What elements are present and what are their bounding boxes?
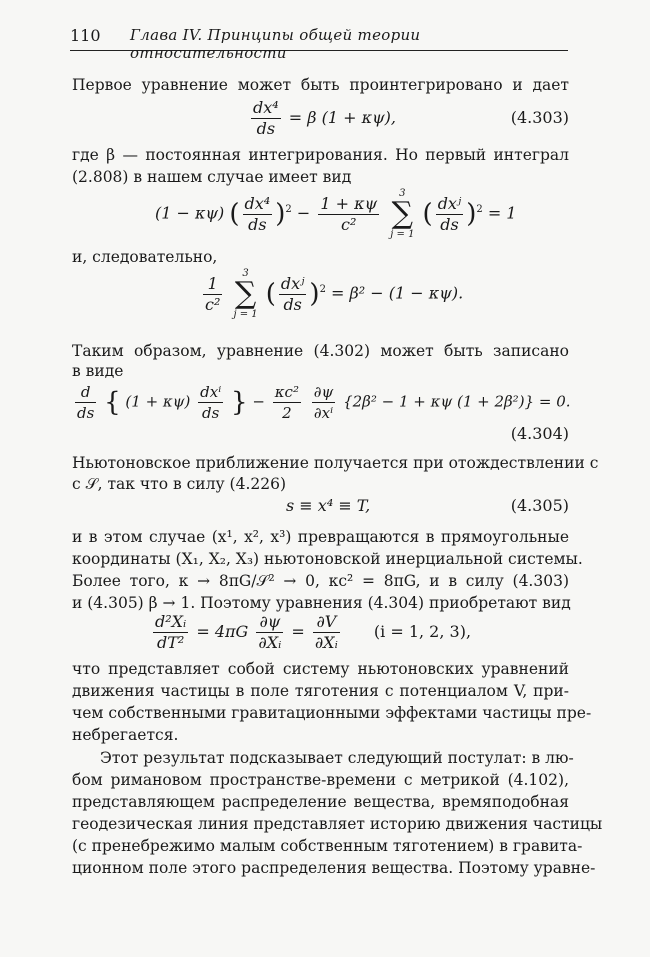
fraction: $\frac{\text{dx⁴}}{ds}$ (253, 98, 279, 138)
text-line: ционном поле этого распределения вещества. Поэтому уравне- (72, 859, 596, 877)
sum-sign: 3 ∑ j = 1 (390, 188, 415, 240)
equation-label: (4.303) (510, 108, 569, 127)
equation-4-305: s ≡ x⁴ ≡ T, (286, 496, 371, 515)
text-line: в виде (72, 362, 124, 380)
text-line: Этот результат подсказывает следующий постулат: в лю- (100, 749, 574, 767)
sum-sign: 3 ∑ j = 1 (233, 268, 258, 320)
text-line: чем собственными гравитационными эффектами частицы пре- (72, 704, 592, 722)
text-line: движения частицы в поле тяготения с потенциалом V, при- (72, 682, 569, 700)
running-title: Глава IV. Принципы общей теории относительности (130, 26, 421, 62)
fraction: $\frac{1 + \kappa\psi}{\text{c²}}$ (320, 193, 378, 234)
text-line: (2.808) в нашем случае имеет вид (72, 168, 352, 186)
equation-4-303: $\frac{\text{dx⁴}}{ds}$ = β (1 + κψ), (253, 98, 396, 138)
text-line: (с пренебрежимо малым собственным тяготением) в гравита- (72, 837, 583, 855)
fraction: $\frac{\text{κc²}}{2}$ (274, 383, 299, 422)
text-line: координаты (X₁, X₂, X₃) ньютоновской инерциальной системы. (72, 550, 583, 568)
equation-newton: $\frac{\text{d²Xᵢ}}{\text{dT²}}$ = 4πG $\frac{\partial\psi}{\text{∂Xᵢ}}$ = $\frac{\partial V}{\text{∂Xᵢ}}$ (i = 1, 2, 3), (155, 612, 472, 652)
equation-4-304: $\frac{d}{ds}$ { (1 + κψ) $\frac{\text{dxⁱ}}{ds}$ } − $\frac{\text{κc²}}{2}$ $\frac{\partial\psi}{\text{∂xⁱ}}$ {2β² − 1 + κψ (1 + 2β²)} = 0. (77, 383, 571, 422)
text-line: и в этом случае (x¹, x², x³) превращаются в прямоугольные (72, 528, 569, 546)
fraction: $\frac{\partial\psi}{\text{∂Xᵢ}}$ (258, 612, 282, 652)
fraction: $\frac{\partial V}{\text{∂Xᵢ}}$ (314, 612, 338, 652)
fraction: $\frac{\text{dxⁱ}}{ds}$ (200, 383, 222, 422)
equation-label: (4.305) (510, 496, 569, 515)
text-line: Таким образом, уравнение (4.302) может быть записано (72, 342, 569, 360)
equation-label: (4.304) (510, 424, 569, 443)
text-line: и, следовательно, (72, 248, 218, 266)
fraction: $\frac{\text{dxʲ}}{ds}$ (280, 273, 305, 314)
fraction: $\frac{\text{dx⁴}}{ds}$ (244, 193, 271, 234)
text-line: геодезическая линия представляет историю движения частицы (72, 815, 603, 833)
text-line: Ньютоновское приближение получается при отождествлении c (72, 454, 599, 472)
page-number: 110 (70, 26, 101, 45)
fraction: $\frac{\text{d²Xᵢ}}{\text{dT²}}$ (155, 612, 187, 652)
text-line: и (4.305) β → 1. Поэтому уравнения (4.304) приобретают вид (72, 594, 571, 612)
text-line: представляющем распределение вещества, времяподобная (72, 793, 569, 811)
text-line: Первое уравнение может быть проинтегрировано и дает (72, 76, 569, 94)
text-line: Более того, κ → 8πG/𝒮² → 0, κc² = 8πG, и в силу (4.303) (72, 572, 569, 590)
fraction: $\frac{\partial\psi}{\text{∂xⁱ}}$ (313, 383, 334, 422)
text-line: что представляет собой систему ньютоновских уравнений (72, 660, 569, 678)
text-line: небрегается. (72, 726, 179, 744)
page-header (70, 24, 568, 62)
fraction: $\frac{d}{ds}$ (77, 383, 95, 422)
equation-first-integral: (1 − κψ) ( $\frac{\text{dx⁴}}{ds}$ )$^2$ − $\frac{1 + \kappa\psi}{\text{c²}}$ 3 ∑ j = 1 ( $\frac{\text{dxʲ}}{ds}$ )$^2$ = 1 (155, 188, 517, 240)
equation-second: $\frac{1}{\text{c²}}$ 3 ∑ j = 1 ( $\frac{\text{dxʲ}}{ds}$ )$^2$ = β² − (1 − κψ). (205, 268, 464, 320)
fraction: $\frac{\text{dxʲ}}{ds}$ (437, 193, 462, 234)
fraction: $\frac{1}{\text{c²}}$ (205, 273, 221, 314)
text-line: где β — постоянная интегрирования. Но первый интеграл (72, 146, 569, 164)
text-line: бом римановом пространстве-времени с метрикой (4.102), (72, 771, 569, 789)
text-line: с 𝒮, так что в силу (4.226) (72, 475, 286, 493)
